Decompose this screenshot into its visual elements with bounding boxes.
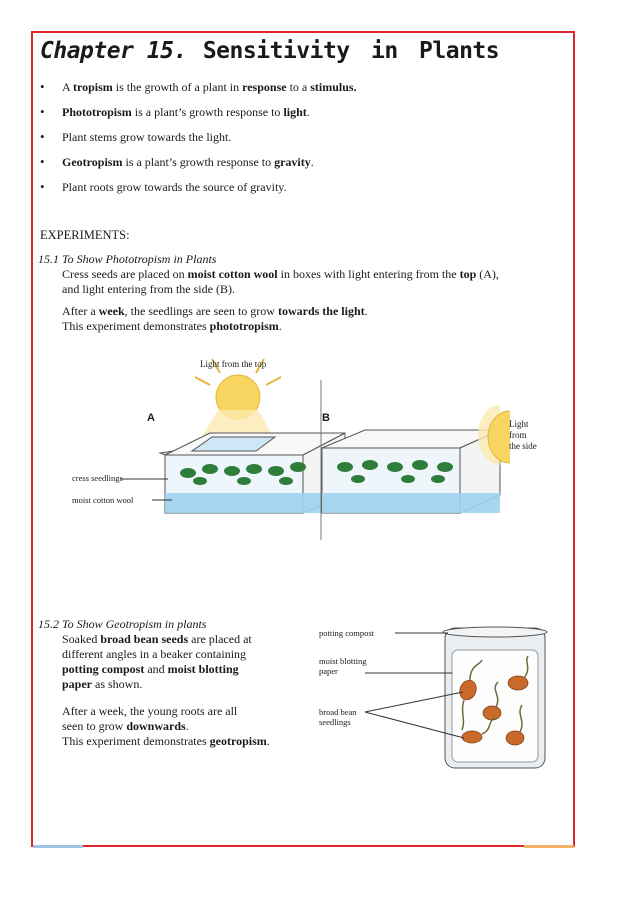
definition-list: [38, 80, 357, 205]
bullet-item: • Plant stems grow towards the light.: [38, 130, 357, 155]
bullet-item: • Geotropism is a plant’s growth response to gravity.: [38, 155, 357, 180]
text-line: different angles in a beaker containing: [62, 647, 247, 661]
phototropism-diagram: [60, 355, 560, 545]
exp1-para3: This experiment demonstrates phototropism.: [62, 319, 282, 333]
cress-label: cress seedlings: [72, 473, 123, 483]
text-line: potting compost and moist blotting: [62, 662, 239, 676]
beans-label: broad bean seedlings: [319, 707, 357, 728]
chapter-number: Chapter 15.: [40, 38, 187, 64]
experiment-1: [38, 252, 558, 334]
exp2-para1: [62, 632, 308, 692]
experiment-2: [38, 617, 308, 749]
geotropism-diagram: [310, 620, 560, 780]
cotton-label: moist cotton wool: [72, 495, 134, 505]
sun-top-icon: [195, 359, 281, 440]
light-top-label: Light from the top: [200, 359, 267, 369]
page-title: [40, 38, 499, 64]
exp1-para1b: and light entering from the side (B).: [62, 282, 235, 296]
bullet-item: • A tropism is the growth of a plant in response to a stimulus.: [38, 80, 357, 105]
text-line: paper as shown.: [62, 677, 143, 691]
experiments-heading: EXPERIMENTS:: [40, 228, 130, 242]
light-side-label: Light from the side: [509, 419, 537, 451]
text-line: seen to grow downwards.: [62, 719, 189, 733]
compost-label: potting compost: [319, 628, 375, 638]
footer-stub-right: [524, 845, 574, 848]
text-line: Soaked broad bean seeds are placed at: [62, 632, 252, 646]
beaker: [443, 627, 547, 768]
blotting-label: moist blotting paper: [319, 656, 367, 677]
label-a: A: [147, 412, 155, 424]
exp1-para1: Cress seeds are placed on moist cotton wool in boxes with light entering from the top (A),: [62, 267, 499, 281]
text-line: This experiment demonstrates geotropism.: [62, 734, 270, 748]
box-a: [160, 433, 345, 513]
footer-stub-left: [33, 845, 83, 848]
text-line: After a week, the young roots are all: [62, 704, 238, 718]
label-b: B: [322, 412, 330, 424]
chapter-topic: Sensitivity in Plants: [202, 38, 500, 64]
bullet-item: • Plant roots grow towards the source of gravity.: [38, 180, 357, 205]
experiment-1-heading: 15.1 To Show Phototropism in Plants: [38, 252, 217, 266]
exp2-para2: [62, 704, 308, 749]
box-b: [322, 430, 500, 513]
experiment-2-heading: 15.2 To Show Geotropism in plants: [38, 617, 207, 631]
bullet-item: • Phototropism is a plant’s growth response to light.: [38, 105, 357, 130]
exp1-para2: After a week, the seedlings are seen to grow towards the light.: [62, 304, 368, 318]
